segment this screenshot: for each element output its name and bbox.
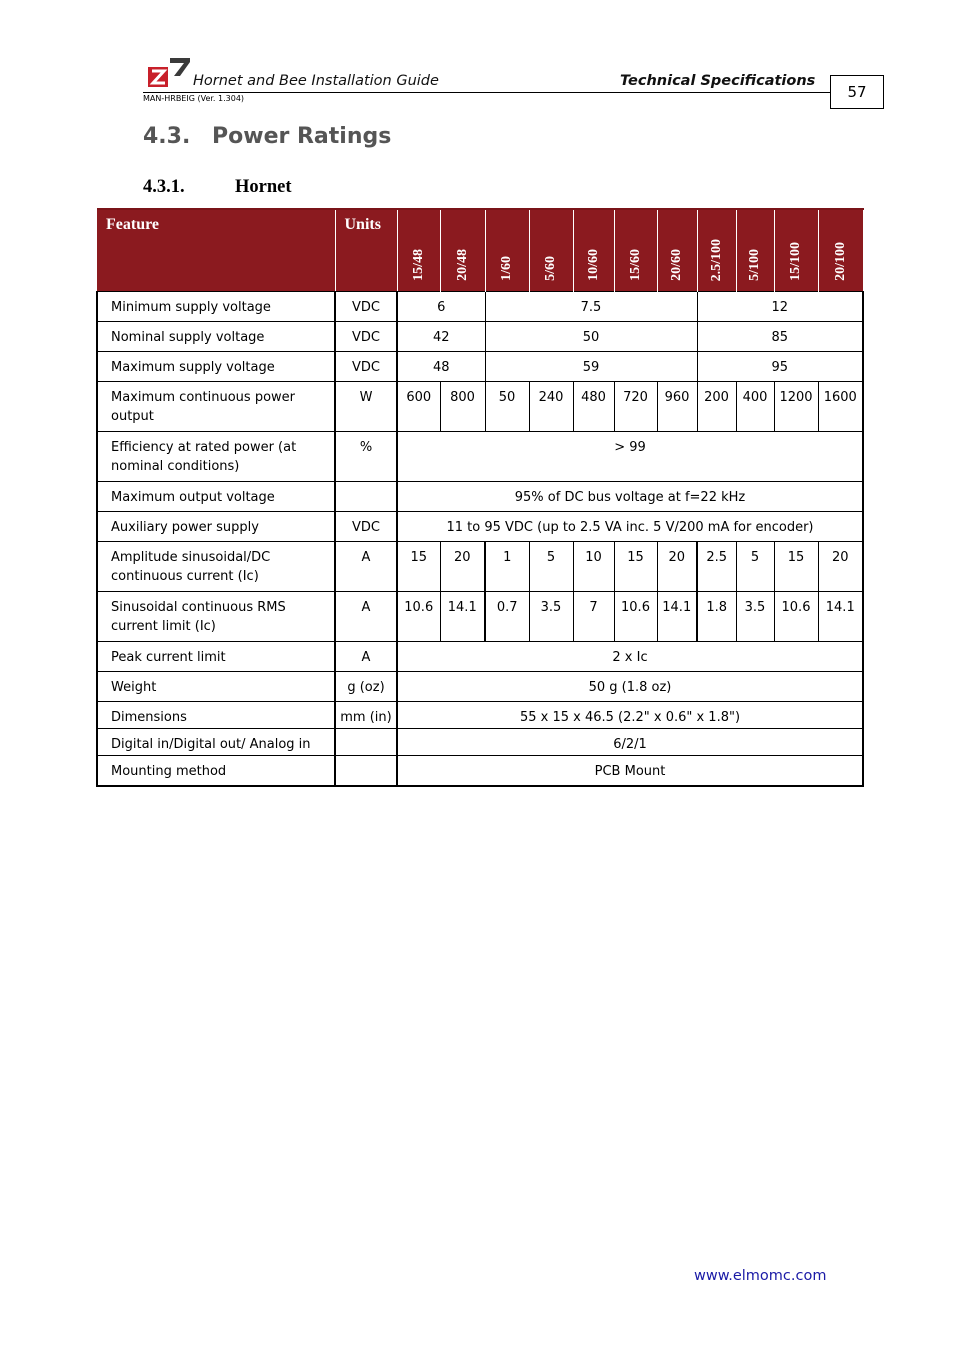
table-row xyxy=(97,382,863,432)
model-header xyxy=(529,209,573,292)
unit-cell: A xyxy=(335,592,397,642)
value-cell: 800 xyxy=(440,382,485,432)
value-cell: 10.6 xyxy=(614,592,657,642)
value-cell: 600 xyxy=(397,382,440,432)
table-row xyxy=(97,672,863,702)
value-cell: 95% of DC bus voltage at f=22 kHz xyxy=(397,482,863,512)
model-label: 15/48 xyxy=(410,249,426,281)
subsection-title: Hornet xyxy=(235,177,292,197)
model-header xyxy=(818,209,863,292)
value-cell: 85 xyxy=(697,322,863,352)
value-cell: 20 xyxy=(440,542,485,592)
value-cell: 42 xyxy=(397,322,485,352)
table-row xyxy=(97,322,863,352)
doc-version: MAN-HRBEIG (Ver. 1.304) xyxy=(143,94,245,103)
table-row xyxy=(97,482,863,512)
model-label: 20/48 xyxy=(454,249,470,281)
feature-cell: Peak current limit xyxy=(97,642,335,672)
value-cell: 7.5 xyxy=(485,292,697,322)
feature-cell: Mounting method xyxy=(97,756,335,786)
value-cell: 0.7 xyxy=(485,592,529,642)
unit-cell: % xyxy=(335,432,397,482)
section-number: 4.3. xyxy=(143,124,191,149)
value-cell: 14.1 xyxy=(657,592,697,642)
value-cell: 1200 xyxy=(774,382,818,432)
feature-cell: Minimum supply voltage xyxy=(97,292,335,322)
power-ratings-table xyxy=(96,208,864,787)
subsection-number: 4.3.1. xyxy=(143,177,185,197)
model-header xyxy=(697,209,736,292)
value-cell: 400 xyxy=(736,382,774,432)
table-row xyxy=(97,542,863,592)
unit-cell xyxy=(335,756,397,786)
model-header xyxy=(774,209,818,292)
unit-cell xyxy=(335,482,397,512)
value-cell: 59 xyxy=(485,352,697,382)
table-row xyxy=(97,702,863,729)
model-header xyxy=(440,209,485,292)
value-cell: 14.1 xyxy=(440,592,485,642)
value-cell: 10.6 xyxy=(774,592,818,642)
feature-cell: Dimensions xyxy=(97,702,335,729)
value-cell: 14.1 xyxy=(818,592,863,642)
table-header-row xyxy=(97,209,863,292)
value-cell: 2 x Ic xyxy=(397,642,863,672)
section-heading xyxy=(143,124,391,149)
value-cell: 3.5 xyxy=(736,592,774,642)
unit-cell: VDC xyxy=(335,322,397,352)
value-cell: 960 xyxy=(657,382,697,432)
units-column-header: Units xyxy=(335,209,397,292)
feature-cell: Nominal supply voltage xyxy=(97,322,335,352)
table-row xyxy=(97,352,863,382)
table-row xyxy=(97,292,863,322)
value-cell: 6 xyxy=(397,292,485,322)
value-cell: 3.5 xyxy=(529,592,573,642)
model-label: 15/100 xyxy=(788,242,803,281)
value-cell: PCB Mount xyxy=(397,756,863,786)
model-label: 1/60 xyxy=(499,256,514,281)
doc-title: Hornet and Bee Installation Guide xyxy=(193,73,439,89)
value-cell: 240 xyxy=(529,382,573,432)
value-cell: 50 xyxy=(485,322,697,352)
model-label: 20/60 xyxy=(669,249,684,281)
header-rule xyxy=(143,92,830,93)
value-cell: 20 xyxy=(657,542,697,592)
feature-cell: Efficiency at rated power (at nominal conditions) xyxy=(97,432,335,482)
unit-cell: VDC xyxy=(335,292,397,322)
value-cell: 200 xyxy=(697,382,736,432)
model-header xyxy=(397,209,440,292)
model-header xyxy=(485,209,529,292)
model-label: 5/100 xyxy=(747,249,762,281)
value-cell: 720 xyxy=(614,382,657,432)
model-label: 2.5/100 xyxy=(708,238,724,281)
table-row xyxy=(97,512,863,542)
feature-cell: Maximum supply voltage xyxy=(97,352,335,382)
website-link[interactable]: www.elmomc.com xyxy=(694,1268,827,1284)
table-row xyxy=(97,642,863,672)
feature-column-header: Feature xyxy=(97,209,335,292)
table-row xyxy=(97,756,863,786)
value-cell: 55 x 15 x 46.5 (2.2" x 0.6" x 1.8") xyxy=(397,702,863,729)
feature-cell: Digital in/Digital out/ Analog in xyxy=(97,729,335,756)
header-section-title: Technical Specifications xyxy=(620,73,816,89)
value-cell: 50 g (1.8 oz) xyxy=(397,672,863,702)
value-cell: 480 xyxy=(573,382,614,432)
value-cell: 15 xyxy=(397,542,440,592)
value-cell: 12 xyxy=(697,292,863,322)
unit-cell: A xyxy=(335,542,397,592)
page-number: 57 xyxy=(830,75,884,109)
feature-cell: Auxiliary power supply xyxy=(97,512,335,542)
unit-cell: VDC xyxy=(335,512,397,542)
model-header xyxy=(614,209,657,292)
unit-cell: A xyxy=(335,642,397,672)
model-label: 20/100 xyxy=(832,242,848,281)
value-cell: 5 xyxy=(529,542,573,592)
value-cell: 7 xyxy=(573,592,614,642)
value-cell: 15 xyxy=(774,542,818,592)
value-cell: 10 xyxy=(573,542,614,592)
unit-cell: g (oz) xyxy=(335,672,397,702)
value-cell: 15 xyxy=(614,542,657,592)
section-title: Power Ratings xyxy=(212,124,392,149)
feature-cell: Maximum continuous power output xyxy=(97,382,335,432)
value-cell: 5 xyxy=(736,542,774,592)
model-header xyxy=(573,209,614,292)
model-label: 10/60 xyxy=(585,249,601,281)
value-cell: 48 xyxy=(397,352,485,382)
value-cell: 20 xyxy=(818,542,863,592)
value-cell: 11 to 95 VDC (up to 2.5 VA inc. 5 V/200 mA for encoder) xyxy=(397,512,863,542)
table-row xyxy=(97,729,863,756)
feature-cell: Maximum output voltage xyxy=(97,482,335,512)
value-cell: 1.8 xyxy=(697,592,736,642)
model-label: 15/60 xyxy=(627,249,643,281)
feature-cell: Sinusoidal continuous RMS current limit (Ic) xyxy=(97,592,335,642)
unit-cell: W xyxy=(335,382,397,432)
subsection-heading xyxy=(143,177,292,198)
value-cell: 6/2/1 xyxy=(397,729,863,756)
model-label: 5/60 xyxy=(543,256,558,281)
table-row xyxy=(97,592,863,642)
unit-cell: VDC xyxy=(335,352,397,382)
value-cell: 1 xyxy=(485,542,529,592)
value-cell: 1600 xyxy=(818,382,863,432)
value-cell: 2.5 xyxy=(697,542,736,592)
unit-cell xyxy=(335,729,397,756)
model-header xyxy=(736,209,774,292)
model-header xyxy=(657,209,697,292)
feature-cell: Weight xyxy=(97,672,335,702)
value-cell: 95 xyxy=(697,352,863,382)
elmo-logo-icon xyxy=(148,58,190,88)
table-row xyxy=(97,432,863,482)
feature-cell: Amplitude sinusoidal/DC continuous current (Ic) xyxy=(97,542,335,592)
value-cell: 10.6 xyxy=(397,592,440,642)
value-cell: 50 xyxy=(485,382,529,432)
unit-cell: mm (in) xyxy=(335,702,397,729)
value-cell: > 99 xyxy=(397,432,863,482)
